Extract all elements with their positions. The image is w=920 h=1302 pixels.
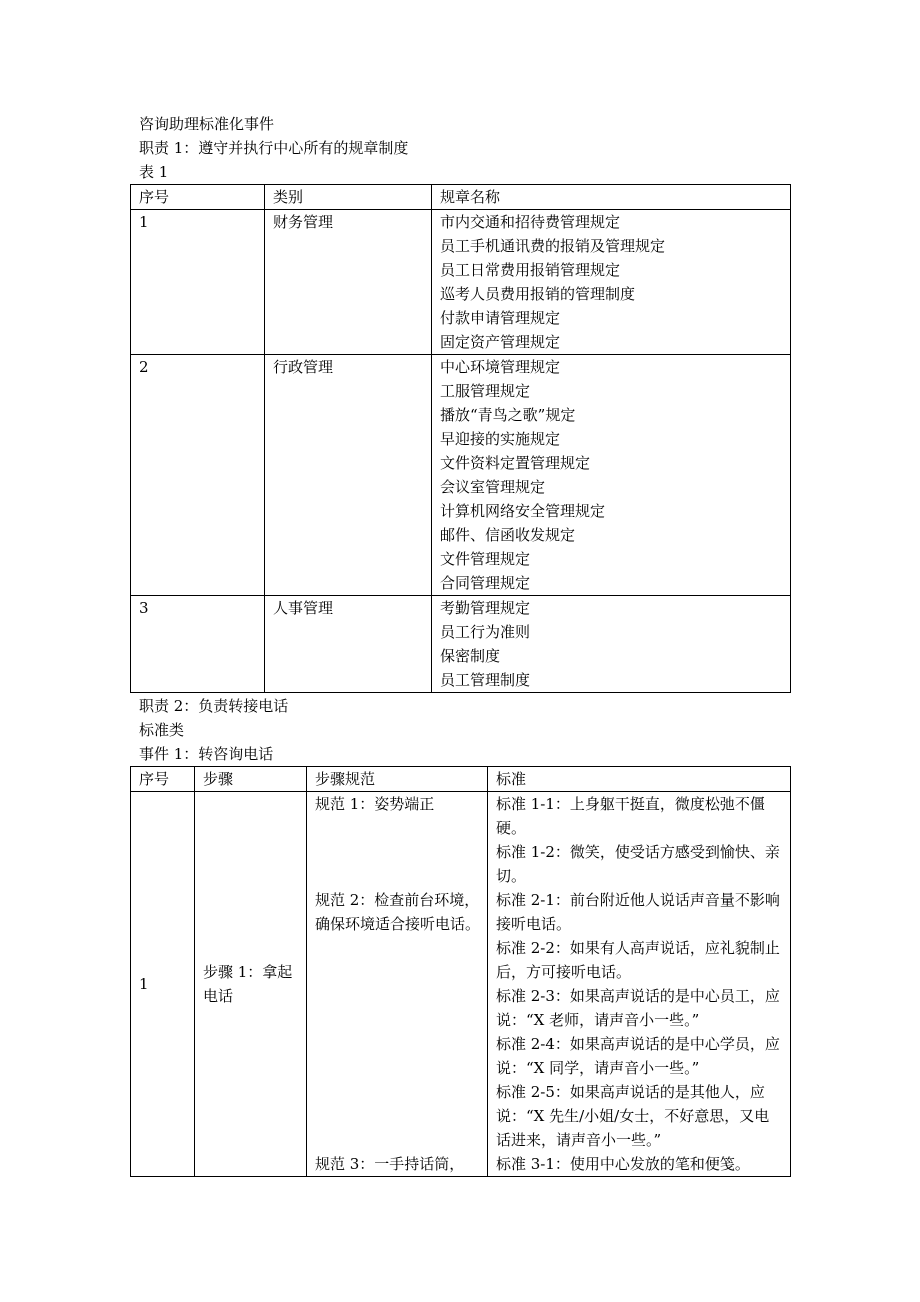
list-item: 工服管理规定 (440, 382, 531, 400)
list-item: 保密制度 (440, 647, 501, 665)
list-item: 早迎接的实施规定 (440, 430, 561, 448)
table-row (131, 792, 791, 1177)
row-category: 财务管理 (265, 210, 432, 355)
header-regulation-name: 规章名称 (432, 185, 791, 210)
list-item: 员工管理制度 (440, 671, 531, 689)
header-category: 类别 (265, 185, 432, 210)
standard-item: 标准 1-2：微笑，使受话方感受到愉快、亲切。 (496, 843, 780, 885)
list-item: 巡考人员费用报销的管理制度 (440, 285, 636, 303)
table-header-row (131, 767, 791, 792)
header-step-spec: 步骤规范 (307, 767, 488, 792)
list-item: 市内交通和招待费管理规定 (440, 213, 621, 231)
spec-3: 规范 3：一手持话筒， (315, 1155, 465, 1173)
list-item: 会议室管理规定 (440, 478, 546, 496)
list-item: 文件资料定置管理规定 (440, 454, 591, 472)
list-item: 员工手机通讯费的报销及管理规定 (440, 237, 666, 255)
header-step: 步骤 (195, 767, 307, 792)
row-no: 3 (131, 596, 265, 693)
regulation-list (432, 210, 791, 355)
row-category: 行政管理 (265, 355, 432, 596)
standard-item: 标准 2-4：如果高声说话的是中心学员，应说：“X 同学，请声音小一些。” (496, 1035, 780, 1077)
table-row (131, 355, 791, 596)
header-standard: 标准 (488, 767, 791, 792)
list-item: 文件管理规定 (440, 550, 531, 568)
row-no: 1 (131, 792, 195, 1177)
duty-2-heading: 职责 2：负责转接电话 (139, 697, 289, 715)
standard-item: 标准 2-1：前台附近他人说话声音量不影响接听电话。 (496, 891, 780, 933)
phone-standards-table (130, 766, 791, 1177)
list-item: 播放“青鸟之歌”规定 (440, 406, 576, 424)
standard-item: 标准 2-5：如果高声说话的是其他人，应说：“X 先生/小姐/女士，不好意思，又电话进来，请声音小一些。” (496, 1083, 770, 1149)
regulations-table (130, 184, 791, 693)
row-no: 2 (131, 355, 265, 596)
table-row (131, 210, 791, 355)
standard-cell (488, 792, 791, 1177)
row-no: 1 (131, 210, 265, 355)
standard-item: 标准 3-1：使用中心发放的笔和便笺。 (496, 1155, 750, 1173)
list-item: 员工日常费用报销管理规定 (440, 261, 621, 279)
list-item: 邮件、信函收发规定 (440, 526, 576, 544)
standard-class-label: 标准类 (139, 721, 185, 739)
spec-1: 规范 1：姿势端正 (315, 795, 435, 813)
header-no: 序号 (131, 767, 195, 792)
row-step: 步骤 1：拿起电话 (195, 792, 307, 1177)
header-no: 序号 (131, 185, 265, 210)
list-item: 合同管理规定 (440, 574, 531, 592)
table-1-label: 表 1 (139, 163, 169, 181)
table-header-row (131, 185, 791, 210)
event-1-heading: 事件 1：转咨询电话 (139, 745, 274, 763)
list-item: 固定资产管理规定 (440, 333, 561, 351)
list-item: 计算机网络安全管理规定 (440, 502, 606, 520)
duty-1-heading: 职责 1：遵守并执行中心所有的规章制度 (139, 139, 409, 157)
regulation-list (432, 596, 791, 693)
spec-2: 规范 2：检查前台环境，确保环境适合接听电话。 (315, 891, 481, 933)
standard-item: 标准 2-3：如果高声说话的是中心员工，应说：“X 老师，请声音小一些。” (496, 987, 780, 1029)
list-item: 考勤管理规定 (440, 599, 531, 617)
step-spec-cell (307, 792, 488, 1177)
table-row (131, 596, 791, 693)
doc-title: 咨询助理标准化事件 (139, 115, 275, 133)
standard-item: 标准 2-2：如果有人高声说话，应礼貌制止后，方可接听电话。 (496, 939, 780, 981)
standard-item: 标准 1-1：上身躯干挺直，微度松弛不僵硬。 (496, 795, 765, 837)
list-item: 付款申请管理规定 (440, 309, 561, 327)
row-category: 人事管理 (265, 596, 432, 693)
list-item: 员工行为准则 (440, 623, 531, 641)
regulation-list (432, 355, 791, 596)
list-item: 中心环境管理规定 (440, 358, 561, 376)
